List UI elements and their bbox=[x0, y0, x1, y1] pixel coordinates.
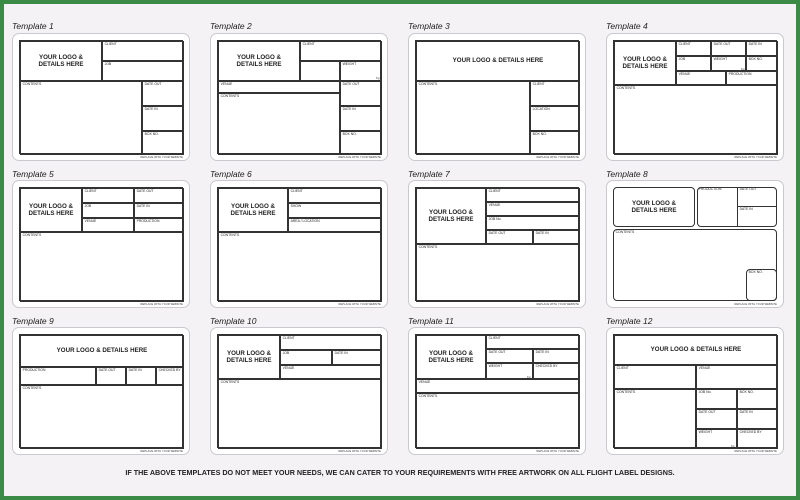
box-no-field: BOX NO. bbox=[746, 269, 777, 301]
logo-area: YOUR LOGO & DETAILS HERE bbox=[218, 41, 300, 81]
date-in-field: DATE IN bbox=[126, 367, 156, 385]
contents-field: CONTENTS bbox=[218, 379, 382, 449]
date-in-field: DATE IN bbox=[332, 350, 382, 365]
date-out-field: DATE OUT bbox=[134, 188, 184, 203]
date-in-field: DATE IN bbox=[746, 41, 778, 56]
footer-tag: REPLACE WITH YOUR WEBSITE bbox=[338, 450, 381, 453]
venue-field: VENUE bbox=[486, 202, 580, 216]
date-out-field: DATE OUT bbox=[340, 81, 382, 106]
contents-field: CONTENTS bbox=[218, 93, 340, 155]
template-1-title: Template 1 bbox=[12, 21, 54, 31]
template-3-label bbox=[415, 40, 579, 154]
template-10-title: Template 10 bbox=[210, 316, 257, 326]
template-10-label bbox=[217, 334, 381, 448]
area-location-field: AREA / LOCATION bbox=[288, 218, 382, 232]
kg-unit: Kg bbox=[376, 76, 380, 80]
production-field: PRODUCTION bbox=[698, 187, 722, 192]
box-no-field: BOX NO. bbox=[746, 56, 778, 71]
date-in-field: DATE IN bbox=[737, 409, 778, 429]
footer-tag: REPLACE WITH YOUR WEBSITE bbox=[734, 156, 777, 159]
contents-field: CONTENTS bbox=[614, 85, 778, 155]
empty-field bbox=[300, 61, 340, 81]
box-no-field: BOX NO. bbox=[737, 389, 778, 409]
template-5-card[interactable] bbox=[12, 180, 190, 308]
checked-by-field: CHECKED BY bbox=[156, 367, 184, 385]
template-7-label bbox=[415, 187, 579, 301]
production-field: PRODUCTION bbox=[726, 71, 778, 85]
logo-area: YOUR LOGO & DETAILS HERE bbox=[20, 188, 82, 232]
date-out-field: DATE OUT bbox=[696, 409, 737, 429]
contents-field: CONTENTS bbox=[218, 232, 382, 302]
template-8-title: Template 8 bbox=[606, 169, 648, 179]
template-11-card[interactable] bbox=[408, 327, 586, 455]
venue-field: VENUE bbox=[676, 71, 726, 85]
template-7-card[interactable] bbox=[408, 180, 586, 308]
note-text-before: IF THE ABOVE TEMPLATES DO NOT MEET YOUR NEEDS, WE CAN CATER TO YOUR REQUIREMENTS WITH bbox=[125, 468, 496, 477]
footer-tag: REPLACE WITH YOUR WEBSITE bbox=[734, 303, 777, 306]
kg-unit: Kg bbox=[741, 67, 745, 71]
job-no-field: JOB No. bbox=[696, 389, 737, 409]
contents-field: CONTENTS bbox=[20, 385, 184, 449]
template-6-label bbox=[217, 187, 381, 301]
client-field: CLIENT bbox=[530, 81, 580, 106]
weight-field: WEIGHT bbox=[340, 61, 382, 81]
template-4-label bbox=[613, 40, 777, 154]
client-field: CLIENT bbox=[676, 41, 711, 56]
checked-by-field: CHECKED BY bbox=[533, 363, 580, 379]
template-7-title: Template 7 bbox=[408, 169, 450, 179]
box-no-field: BOX NO. bbox=[142, 131, 184, 155]
template-11-title: Template 11 bbox=[408, 316, 454, 326]
location-field: LOCATION bbox=[530, 106, 580, 131]
date-in-field: DATE IN bbox=[533, 230, 580, 244]
footer-tag: REPLACE WITH YOUR WEBSITE bbox=[140, 303, 183, 306]
date-in-field: DATE IN bbox=[134, 203, 184, 218]
venue-field: VENUE bbox=[416, 379, 580, 393]
venue-field: VENUE bbox=[218, 81, 340, 93]
contents-field: CONTENTS bbox=[416, 393, 580, 449]
template-6-card[interactable] bbox=[210, 180, 388, 308]
production-field: PRODUCTION bbox=[20, 367, 96, 385]
client-field: CLIENT bbox=[300, 41, 382, 61]
date-out-field: DATE OUT bbox=[96, 367, 126, 385]
checked-by-field: CHECKED BY bbox=[737, 429, 778, 449]
date-in-field: DATE IN bbox=[340, 106, 382, 131]
date-in-field: DATE IN bbox=[533, 349, 580, 363]
logo-area: YOUR LOGO & DETAILS HERE bbox=[20, 41, 102, 81]
logo-area: YOUR LOGO & DETAILS HERE bbox=[614, 335, 778, 365]
footer-tag: REPLACE WITH YOUR WEBSITE bbox=[536, 450, 579, 453]
template-10-card[interactable] bbox=[210, 327, 388, 455]
logo-area: YOUR LOGO & DETAILS HERE bbox=[416, 188, 486, 244]
date-out-field: DATE OUT bbox=[486, 230, 533, 244]
job-field: JOB bbox=[676, 56, 711, 71]
logo-area: YOUR LOGO & DETAILS HERE bbox=[416, 41, 580, 81]
date-in-field: DATE IN bbox=[737, 207, 777, 227]
template-11-label bbox=[415, 334, 579, 448]
production-field: PRODUCTION bbox=[134, 218, 184, 232]
template-12-title: Template 12 bbox=[606, 316, 653, 326]
weight-field: WEIGHT bbox=[711, 56, 746, 71]
venue-field: VENUE bbox=[696, 365, 778, 389]
footer-tag: REPLACE WITH YOUR WEBSITE bbox=[536, 303, 579, 306]
weight-field: WEIGHT bbox=[696, 429, 737, 449]
template-2-title: Template 2 bbox=[210, 21, 252, 31]
date-out-field: DATE OUT bbox=[142, 81, 184, 106]
logo-area: YOUR LOGO & DETAILS HERE bbox=[20, 335, 184, 367]
template-12-label bbox=[613, 334, 777, 448]
note-text-after: ON ALL FLIGHT LABEL DESIGNS. bbox=[558, 468, 675, 477]
template-4-title: Template 4 bbox=[606, 21, 648, 31]
footer-tag: REPLACE WITH YOUR WEBSITE bbox=[140, 156, 183, 159]
template-12-card[interactable] bbox=[606, 327, 784, 455]
date-in-field: DATE IN bbox=[142, 106, 184, 131]
footer-tag: REPLACE WITH YOUR WEBSITE bbox=[536, 156, 579, 159]
template-1-label bbox=[19, 40, 183, 154]
contents-field: CONTENTS bbox=[20, 81, 142, 155]
contents-field: CONTENTS bbox=[614, 389, 696, 449]
template-9-title: Template 9 bbox=[12, 316, 54, 326]
client-field: CLIENT bbox=[486, 188, 580, 202]
template-1-card[interactable] bbox=[12, 33, 190, 161]
contents-field: CONTENTS bbox=[613, 229, 777, 301]
date-out-field: DATE OUT bbox=[486, 349, 533, 363]
logo-area: YOUR LOGO & DETAILS HERE bbox=[218, 188, 288, 232]
show-field: SHOW bbox=[288, 203, 382, 218]
footer-tag: REPLACE WITH YOUR WEBSITE bbox=[338, 156, 381, 159]
template-9-label bbox=[19, 334, 183, 448]
template-8-card[interactable] bbox=[606, 180, 784, 308]
kg-unit: Kg bbox=[731, 444, 735, 448]
footer-tag: REPLACE WITH YOUR WEBSITE bbox=[140, 450, 183, 453]
template-4-card[interactable] bbox=[606, 33, 784, 161]
job-no-field: JOB No. bbox=[486, 216, 580, 230]
note-highlight: FREE ARTWORK bbox=[497, 468, 557, 477]
contents-field: CONTENTS bbox=[416, 244, 580, 302]
weight-field: WEIGHT bbox=[486, 363, 533, 379]
job-field: JOB bbox=[82, 203, 134, 218]
date-out-field: DATE OUT bbox=[711, 41, 746, 56]
kg-unit: Kg bbox=[527, 375, 531, 379]
template-3-card[interactable] bbox=[408, 33, 586, 161]
job-field: JOB bbox=[102, 61, 184, 81]
template-5-title: Template 5 bbox=[12, 169, 54, 179]
client-field: CLIENT bbox=[486, 335, 580, 349]
template-2-label bbox=[217, 40, 381, 154]
template-2-card[interactable] bbox=[210, 33, 388, 161]
logo-area: YOUR LOGO & DETAILS HERE bbox=[218, 335, 280, 379]
footer-tag: REPLACE WITH YOUR WEBSITE bbox=[338, 303, 381, 306]
logo-area: YOUR LOGO & DETAILS HERE bbox=[614, 41, 676, 85]
custom-design-note bbox=[0, 468, 800, 477]
box-no-field: BOX NO. bbox=[530, 131, 580, 155]
box-no-field: BOX NO. bbox=[340, 131, 382, 155]
venue-field: VENUE bbox=[82, 218, 134, 232]
template-9-card[interactable] bbox=[12, 327, 190, 455]
template-5-label bbox=[19, 187, 183, 301]
template-3-title: Template 3 bbox=[408, 21, 450, 31]
footer-tag: REPLACE WITH YOUR WEBSITE bbox=[734, 450, 777, 453]
venue-field: VENUE bbox=[280, 365, 382, 379]
date-out-field: DATE OUT bbox=[737, 187, 777, 207]
contents-field: CONTENTS bbox=[20, 232, 184, 302]
client-field: CLIENT bbox=[288, 188, 382, 203]
client-field: CLIENT bbox=[102, 41, 184, 61]
logo-area: YOUR LOGO & DETAILS HERE bbox=[613, 187, 695, 227]
logo-area: YOUR LOGO & DETAILS HERE bbox=[416, 335, 486, 379]
client-field: CLIENT bbox=[614, 365, 696, 389]
job-field: JOB bbox=[280, 350, 332, 365]
contents-field: CONTENTS bbox=[416, 81, 530, 155]
client-field: CLIENT bbox=[280, 335, 382, 350]
client-field: CLIENT bbox=[82, 188, 134, 203]
template-6-title: Template 6 bbox=[210, 169, 252, 179]
